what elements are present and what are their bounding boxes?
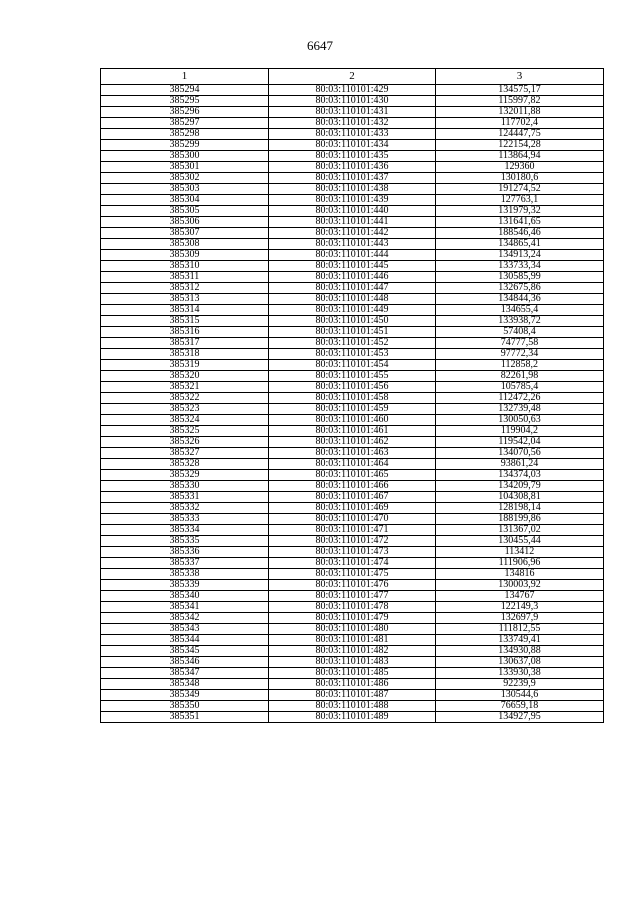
row-number-cell: 385318	[101, 349, 269, 360]
cadastral-number-cell: 80:03:110101:431	[269, 107, 436, 118]
value-cell: 92239,9	[436, 679, 604, 690]
table-row	[101, 470, 604, 481]
row-number-cell: 385335	[101, 536, 269, 547]
table-row	[101, 96, 604, 107]
table-row	[101, 404, 604, 415]
column-header-2: 2	[269, 69, 436, 85]
row-number-cell: 385294	[101, 85, 269, 96]
cadastral-number-cell: 80:03:110101:445	[269, 261, 436, 272]
cadastral-number-cell: 80:03:110101:473	[269, 547, 436, 558]
table-row	[101, 437, 604, 448]
table-row	[101, 635, 604, 646]
table-row	[101, 481, 604, 492]
value-cell: 130585,99	[436, 272, 604, 283]
cadastral-number-cell: 80:03:110101:464	[269, 459, 436, 470]
table-row	[101, 349, 604, 360]
value-cell: 74777,58	[436, 338, 604, 349]
cadastral-number-cell: 80:03:110101:480	[269, 624, 436, 635]
table-row	[101, 239, 604, 250]
cadastral-number-cell: 80:03:110101:476	[269, 580, 436, 591]
value-cell: 130050,63	[436, 415, 604, 426]
value-cell: 122154,28	[436, 140, 604, 151]
cadastral-number-cell: 80:03:110101:482	[269, 646, 436, 657]
value-cell: 133733,34	[436, 261, 604, 272]
cadastral-number-cell: 80:03:110101:489	[269, 712, 436, 723]
column-header-3: 3	[436, 69, 604, 85]
row-number-cell: 385345	[101, 646, 269, 657]
cadastral-number-cell: 80:03:110101:434	[269, 140, 436, 151]
row-number-cell: 385321	[101, 382, 269, 393]
value-cell: 104308,81	[436, 492, 604, 503]
table-row	[101, 591, 604, 602]
value-cell: 134844,36	[436, 294, 604, 305]
row-number-cell: 385298	[101, 129, 269, 140]
table-row	[101, 679, 604, 690]
row-number-cell: 385326	[101, 437, 269, 448]
cadastral-number-cell: 80:03:110101:475	[269, 569, 436, 580]
table-row	[101, 173, 604, 184]
table-row	[101, 382, 604, 393]
row-number-cell: 385350	[101, 701, 269, 712]
row-number-cell: 385311	[101, 272, 269, 283]
value-cell: 111906,96	[436, 558, 604, 569]
row-number-cell: 385351	[101, 712, 269, 723]
row-number-cell: 385320	[101, 371, 269, 382]
value-cell: 191274,52	[436, 184, 604, 195]
row-number-cell: 385337	[101, 558, 269, 569]
table-row	[101, 338, 604, 349]
row-number-cell: 385342	[101, 613, 269, 624]
value-cell: 97772,34	[436, 349, 604, 360]
row-number-cell: 385334	[101, 525, 269, 536]
cadastral-number-cell: 80:03:110101:435	[269, 151, 436, 162]
value-cell: 134930,88	[436, 646, 604, 657]
row-number-cell: 385329	[101, 470, 269, 481]
cadastral-number-cell: 80:03:110101:446	[269, 272, 436, 283]
value-cell: 134913,24	[436, 250, 604, 261]
value-cell: 188199,86	[436, 514, 604, 525]
row-number-cell: 385304	[101, 195, 269, 206]
row-number-cell: 385317	[101, 338, 269, 349]
cadastral-number-cell: 80:03:110101:465	[269, 470, 436, 481]
row-number-cell: 385323	[101, 404, 269, 415]
table-row	[101, 195, 604, 206]
cadastral-number-cell: 80:03:110101:452	[269, 338, 436, 349]
row-number-cell: 385299	[101, 140, 269, 151]
row-number-cell: 385305	[101, 206, 269, 217]
cadastral-number-cell: 80:03:110101:459	[269, 404, 436, 415]
cadastral-number-cell: 80:03:110101:451	[269, 327, 436, 338]
row-number-cell: 385301	[101, 162, 269, 173]
table-row	[101, 261, 604, 272]
table-row	[101, 646, 604, 657]
row-number-cell: 385297	[101, 118, 269, 129]
table-row	[101, 426, 604, 437]
row-number-cell: 385314	[101, 305, 269, 316]
table-row	[101, 492, 604, 503]
row-number-cell: 385324	[101, 415, 269, 426]
value-cell: 131641,65	[436, 217, 604, 228]
value-cell: 117702,4	[436, 118, 604, 129]
table-row	[101, 448, 604, 459]
table-row	[101, 272, 604, 283]
table-row	[101, 118, 604, 129]
cadastral-number-cell: 80:03:110101:466	[269, 481, 436, 492]
row-number-cell: 385300	[101, 151, 269, 162]
data-table	[100, 68, 604, 723]
cadastral-number-cell: 80:03:110101:430	[269, 96, 436, 107]
value-cell: 132675,86	[436, 283, 604, 294]
cadastral-number-cell: 80:03:110101:450	[269, 316, 436, 327]
row-number-cell: 385347	[101, 668, 269, 679]
cadastral-number-cell: 80:03:110101:454	[269, 360, 436, 371]
row-number-cell: 385312	[101, 283, 269, 294]
cadastral-number-cell: 80:03:110101:437	[269, 173, 436, 184]
value-cell: 134209,79	[436, 481, 604, 492]
value-cell: 119542,04	[436, 437, 604, 448]
row-number-cell: 385325	[101, 426, 269, 437]
value-cell: 131367,02	[436, 525, 604, 536]
table-row	[101, 371, 604, 382]
value-cell: 134816	[436, 569, 604, 580]
row-number-cell: 385296	[101, 107, 269, 118]
value-cell: 133749,41	[436, 635, 604, 646]
row-number-cell: 385336	[101, 547, 269, 558]
value-cell: 111812,55	[436, 624, 604, 635]
table-row	[101, 250, 604, 261]
table-row	[101, 305, 604, 316]
table-row	[101, 712, 604, 723]
table-row	[101, 514, 604, 525]
cadastral-number-cell: 80:03:110101:453	[269, 349, 436, 360]
table-row	[101, 690, 604, 701]
cadastral-number-cell: 80:03:110101:485	[269, 668, 436, 679]
row-number-cell: 385338	[101, 569, 269, 580]
value-cell: 105785,4	[436, 382, 604, 393]
table-row	[101, 85, 604, 96]
row-number-cell: 385308	[101, 239, 269, 250]
value-cell: 133930,38	[436, 668, 604, 679]
table-row	[101, 151, 604, 162]
row-number-cell: 385328	[101, 459, 269, 470]
table-row	[101, 217, 604, 228]
value-cell: 134374,03	[436, 470, 604, 481]
table-row	[101, 624, 604, 635]
row-number-cell: 385339	[101, 580, 269, 591]
cadastral-number-cell: 80:03:110101:477	[269, 591, 436, 602]
cadastral-number-cell: 80:03:110101:462	[269, 437, 436, 448]
row-number-cell: 385349	[101, 690, 269, 701]
row-number-cell: 385315	[101, 316, 269, 327]
cadastral-number-cell: 80:03:110101:483	[269, 657, 436, 668]
row-number-cell: 385306	[101, 217, 269, 228]
value-cell: 133938,72	[436, 316, 604, 327]
table-row	[101, 162, 604, 173]
cadastral-number-cell: 80:03:110101:449	[269, 305, 436, 316]
cadastral-number-cell: 80:03:110101:440	[269, 206, 436, 217]
row-number-cell: 385346	[101, 657, 269, 668]
table-row	[101, 294, 604, 305]
table-row	[101, 393, 604, 404]
row-number-cell: 385309	[101, 250, 269, 261]
header-row	[101, 69, 604, 85]
value-cell: 130637,08	[436, 657, 604, 668]
row-number-cell: 385340	[101, 591, 269, 602]
cadastral-number-cell: 80:03:110101:439	[269, 195, 436, 206]
table-row	[101, 316, 604, 327]
table-body	[101, 85, 604, 723]
cadastral-number-cell: 80:03:110101:488	[269, 701, 436, 712]
value-cell: 130003,92	[436, 580, 604, 591]
table-row	[101, 228, 604, 239]
value-cell: 130455,44	[436, 536, 604, 547]
table-row	[101, 283, 604, 294]
row-number-cell: 385332	[101, 503, 269, 514]
table-row	[101, 613, 604, 624]
cadastral-number-cell: 80:03:110101:441	[269, 217, 436, 228]
cadastral-number-cell: 80:03:110101:455	[269, 371, 436, 382]
table-row	[101, 107, 604, 118]
row-number-cell: 385344	[101, 635, 269, 646]
value-cell: 57408,4	[436, 327, 604, 338]
row-number-cell: 385341	[101, 602, 269, 613]
row-number-cell: 385327	[101, 448, 269, 459]
table-row	[101, 360, 604, 371]
value-cell: 130180,6	[436, 173, 604, 184]
cadastral-number-cell: 80:03:110101:433	[269, 129, 436, 140]
table-row	[101, 547, 604, 558]
cadastral-number-cell: 80:03:110101:438	[269, 184, 436, 195]
row-number-cell: 385330	[101, 481, 269, 492]
value-cell: 82261,98	[436, 371, 604, 382]
cadastral-number-cell: 80:03:110101:478	[269, 602, 436, 613]
table-row	[101, 129, 604, 140]
value-cell: 113412	[436, 547, 604, 558]
value-cell: 134655,4	[436, 305, 604, 316]
cadastral-number-cell: 80:03:110101:429	[269, 85, 436, 96]
cadastral-number-cell: 80:03:110101:471	[269, 525, 436, 536]
value-cell: 131979,32	[436, 206, 604, 217]
value-cell: 76659,18	[436, 701, 604, 712]
cadastral-number-cell: 80:03:110101:470	[269, 514, 436, 525]
cadastral-number-cell: 80:03:110101:472	[269, 536, 436, 547]
table-row	[101, 657, 604, 668]
table-header	[101, 69, 604, 85]
value-cell: 188546,46	[436, 228, 604, 239]
row-number-cell: 385343	[101, 624, 269, 635]
cadastral-number-cell: 80:03:110101:432	[269, 118, 436, 129]
cadastral-number-cell: 80:03:110101:479	[269, 613, 436, 624]
table-row	[101, 580, 604, 591]
cadastral-number-cell: 80:03:110101:443	[269, 239, 436, 250]
cadastral-number-cell: 80:03:110101:447	[269, 283, 436, 294]
value-cell: 129360	[436, 162, 604, 173]
value-cell: 132011,88	[436, 107, 604, 118]
row-number-cell: 385295	[101, 96, 269, 107]
value-cell: 113864,94	[436, 151, 604, 162]
cadastral-number-cell: 80:03:110101:461	[269, 426, 436, 437]
table-row	[101, 536, 604, 547]
cadastral-number-cell: 80:03:110101:436	[269, 162, 436, 173]
table-row	[101, 668, 604, 679]
row-number-cell: 385310	[101, 261, 269, 272]
value-cell: 134865,41	[436, 239, 604, 250]
row-number-cell: 385333	[101, 514, 269, 525]
cadastral-number-cell: 80:03:110101:442	[269, 228, 436, 239]
value-cell: 134767	[436, 591, 604, 602]
row-number-cell: 385319	[101, 360, 269, 371]
value-cell: 134070,56	[436, 448, 604, 459]
value-cell: 132697,9	[436, 613, 604, 624]
cadastral-number-cell: 80:03:110101:467	[269, 492, 436, 503]
table-row	[101, 184, 604, 195]
table-row	[101, 602, 604, 613]
table-row	[101, 415, 604, 426]
cadastral-number-cell: 80:03:110101:474	[269, 558, 436, 569]
table-row	[101, 140, 604, 151]
table-row	[101, 525, 604, 536]
table-row	[101, 569, 604, 580]
value-cell: 112472,26	[436, 393, 604, 404]
cadastral-number-cell: 80:03:110101:448	[269, 294, 436, 305]
table-row	[101, 558, 604, 569]
cadastral-number-cell: 80:03:110101:456	[269, 382, 436, 393]
table-row	[101, 503, 604, 514]
cadastral-number-cell: 80:03:110101:481	[269, 635, 436, 646]
page-number: 6647	[307, 38, 333, 53]
value-cell: 134575,17	[436, 85, 604, 96]
table-row	[101, 327, 604, 338]
value-cell: 130544,6	[436, 690, 604, 701]
cadastral-number-cell: 80:03:110101:486	[269, 679, 436, 690]
cadastral-number-cell: 80:03:110101:463	[269, 448, 436, 459]
value-cell: 127763,1	[436, 195, 604, 206]
value-cell: 119904,2	[436, 426, 604, 437]
value-cell: 124447,75	[436, 129, 604, 140]
value-cell: 132739,48	[436, 404, 604, 415]
row-number-cell: 385307	[101, 228, 269, 239]
table-row	[101, 206, 604, 217]
row-number-cell: 385331	[101, 492, 269, 503]
row-number-cell: 385316	[101, 327, 269, 338]
cadastral-number-cell: 80:03:110101:444	[269, 250, 436, 261]
column-header-1: 1	[101, 69, 269, 85]
value-cell: 134927,95	[436, 712, 604, 723]
row-number-cell: 385348	[101, 679, 269, 690]
value-cell: 128198,14	[436, 503, 604, 514]
value-cell: 122149,3	[436, 602, 604, 613]
cadastral-number-cell: 80:03:110101:469	[269, 503, 436, 514]
cadastral-number-cell: 80:03:110101:487	[269, 690, 436, 701]
value-cell: 93861,24	[436, 459, 604, 470]
row-number-cell: 385313	[101, 294, 269, 305]
table-row	[101, 701, 604, 712]
cadastral-number-cell: 80:03:110101:460	[269, 415, 436, 426]
value-cell: 112858,2	[436, 360, 604, 371]
row-number-cell: 385322	[101, 393, 269, 404]
table-row	[101, 459, 604, 470]
cadastral-number-cell: 80:03:110101:458	[269, 393, 436, 404]
value-cell: 115997,82	[436, 96, 604, 107]
row-number-cell: 385302	[101, 173, 269, 184]
row-number-cell: 385303	[101, 184, 269, 195]
